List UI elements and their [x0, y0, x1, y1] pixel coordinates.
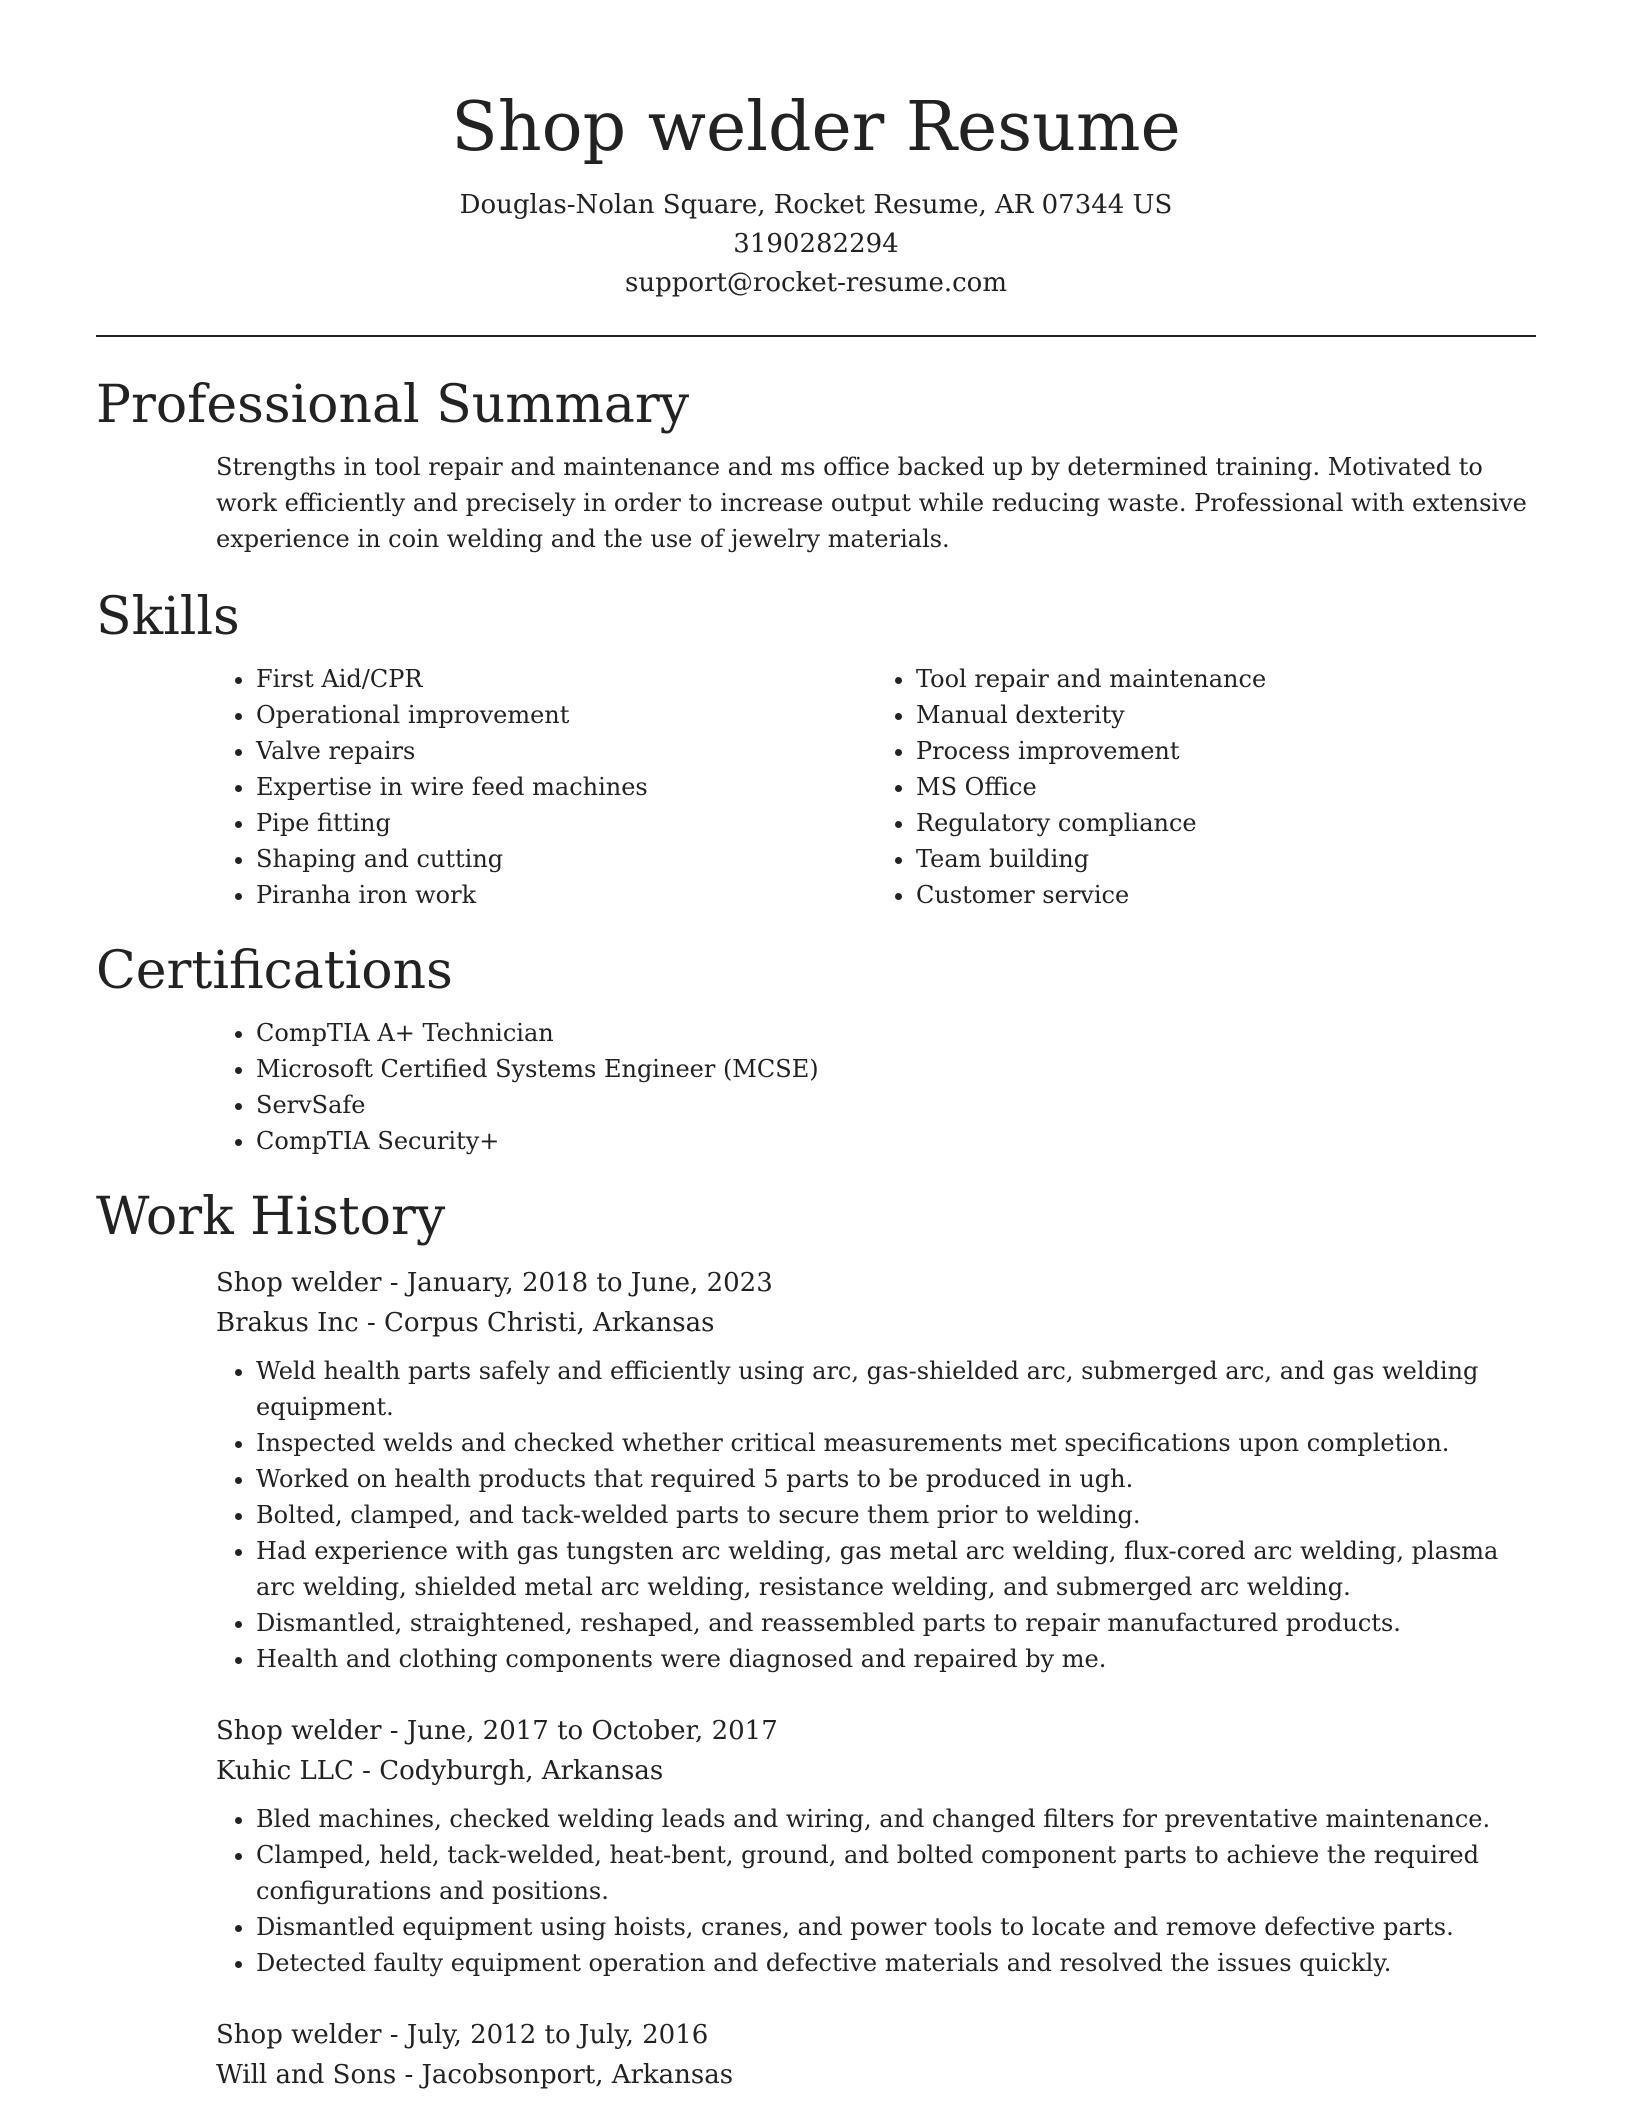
summary-text: Strengths in tool repair and maintenance and ms office backed up by determined training. Motivated to work efficiently and precisely in order to increase output while reducing waste. Professional with extensive experience in coin welding and the use of jewelry materials.: [216, 453, 1527, 553]
skills-heading: Skills: [96, 587, 240, 647]
job-duty: • Worked on health products that required 5 parts to be produced in ugh.: [256, 1461, 1536, 1497]
skill-item: • MS Office: [916, 769, 1536, 805]
contact-block: [96, 186, 1536, 303]
job-company-location: Will and Sons - Jacobsonport, Arkansas: [216, 2060, 734, 2090]
job-duty: • Dismantled equipment using hoists, cranes, and power tools to locate and remove defective parts.: [256, 1909, 1536, 1945]
job-duty: • Dismantled, straightened, reshaped, and reassembled parts to repair manufactured products.: [256, 1605, 1536, 1641]
job-duties-list: [216, 1353, 1536, 1677]
skills-right-list: [876, 661, 1536, 913]
job-company-location: Kuhic LLC - Codyburgh, Arkansas: [216, 1756, 664, 1786]
job-entry: [216, 2015, 1536, 2095]
certification-item: • ServSafe: [256, 1087, 1536, 1123]
certification-item: • CompTIA A+ Technician: [256, 1015, 1536, 1051]
skills-columns: [216, 661, 1536, 913]
job-entry: [216, 1263, 1536, 1677]
skill-item: • Shaping and cutting: [256, 841, 876, 877]
skill-item: • Valve repairs: [256, 733, 876, 769]
job-duty: • Bolted, clamped, and tack-welded parts to secure them prior to welding.: [256, 1497, 1536, 1533]
job-duty: • Inspected welds and checked whether critical measurements met specifications upon completion.: [256, 1425, 1536, 1461]
certification-item: • CompTIA Security+: [256, 1123, 1536, 1159]
job-duty: • Had experience with gas tungsten arc welding, gas metal arc welding, flux-cored arc welding, plasma arc welding, shielded metal arc welding, resistance welding, and submerged arc welding.: [256, 1533, 1536, 1605]
job-entry: [216, 1711, 1536, 1981]
skill-item: • Regulatory compliance: [916, 805, 1536, 841]
skill-item: • First Aid/CPR: [256, 661, 876, 697]
job-role-dates: Shop welder - January, 2018 to June, 2023: [216, 1268, 773, 1298]
skill-item: • Pipe fitting: [256, 805, 876, 841]
skill-item: • Tool repair and maintenance: [916, 661, 1536, 697]
job-duty: • Weld health parts safely and efficiently using arc, gas-shielded arc, submerged arc, and gas welding equipment.: [256, 1353, 1536, 1425]
resume-page: [96, 0, 1536, 2095]
job-role-dates: Shop welder - June, 2017 to October, 2017: [216, 1716, 778, 1746]
certifications-list: [216, 1015, 1536, 1159]
job-company-location: Brakus Inc - Corpus Christi, Arkansas: [216, 1308, 715, 1338]
skill-item: • Operational improvement: [256, 697, 876, 733]
resume-header: [96, 0, 1536, 303]
skill-item: • Process improvement: [916, 733, 1536, 769]
skills-left-list: [216, 661, 876, 913]
job-role-dates: Shop welder - July, 2012 to July, 2016: [216, 2020, 709, 2050]
header-divider: [96, 335, 1536, 337]
skill-item: • Manual dexterity: [916, 697, 1536, 733]
contact-address: Douglas-Nolan Square, Rocket Resume, AR 07344 US: [459, 190, 1173, 220]
work-history-heading: Work History: [96, 1187, 446, 1247]
certifications-heading: Certifications: [96, 941, 453, 1001]
resume-title: Shop welder Resume: [451, 88, 1181, 167]
contact-email: support@rocket-resume.com: [624, 268, 1007, 298]
job-duty: • Detected faulty equipment operation and defective materials and resolved the issues quickly.: [256, 1945, 1536, 1981]
job-duties-list: [216, 1801, 1536, 1981]
job-duty: • Clamped, held, tack-welded, heat-bent, ground, and bolted component parts to achieve the required configurations and positions.: [256, 1837, 1536, 1909]
skill-item: • Team building: [916, 841, 1536, 877]
job-duty: • Bled machines, checked welding leads and wiring, and changed filters for preventative maintenance.: [256, 1801, 1536, 1837]
summary-heading: Professional Summary: [96, 375, 690, 435]
skill-item: • Customer service: [916, 877, 1536, 913]
certification-item: • Microsoft Certified Systems Engineer (MCSE): [256, 1051, 1536, 1087]
skill-item: • Piranha iron work: [256, 877, 876, 913]
job-duty: • Health and clothing components were diagnosed and repaired by me.: [256, 1641, 1536, 1677]
contact-phone: 3190282294: [733, 229, 899, 259]
skill-item: • Expertise in wire feed machines: [256, 769, 876, 805]
